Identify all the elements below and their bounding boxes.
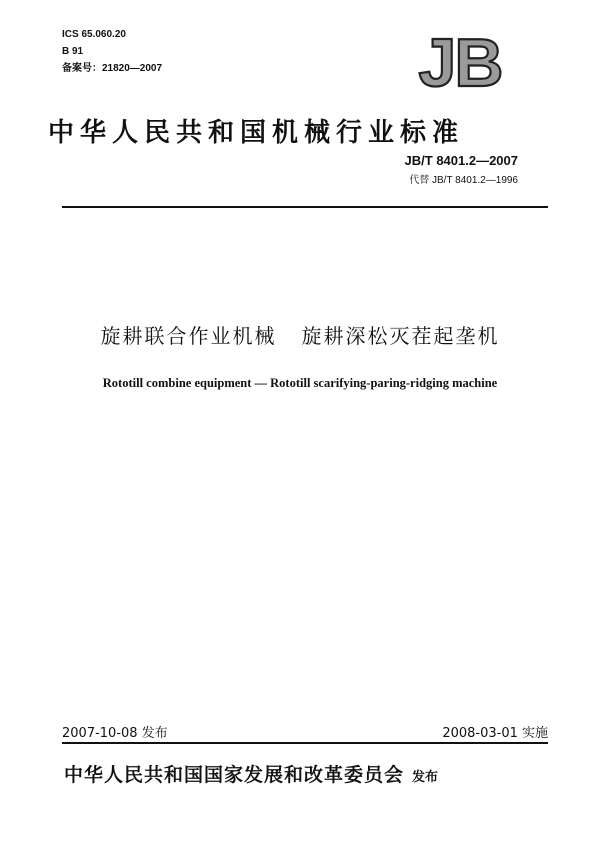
standard-number: JB/T 8401.2—2007 (404, 153, 518, 168)
jb-logo (404, 30, 516, 92)
jb-logo-text: JB (418, 30, 502, 92)
metadata-block (62, 26, 162, 77)
ics-code: ICS 65.060.20 (62, 29, 126, 40)
issuer-suffix: 发布 (412, 770, 439, 785)
ccs-code: B 91 (62, 46, 84, 57)
record-number: 备案号：21820—2007 (62, 63, 163, 74)
bottom-divider (62, 742, 548, 744)
replaces-note: 代替 JB/T 8401.2—1996 (409, 175, 518, 186)
top-divider (62, 206, 548, 208)
publish-date: 2007-10-08 发布 (62, 726, 168, 741)
issuer (64, 760, 438, 787)
effective-date: 2008-03-01 实施 (442, 726, 548, 741)
document-title-zh: 旋耕联合作业机械 旋耕深松灭茬起垄机 (100, 324, 500, 348)
document-title-en: Rototill combine equipment — Rototill scarifying-paring-ridging machine (102, 376, 498, 390)
standard-category-title: 中华人民共和国机械行业标准 (48, 118, 465, 148)
standard-number-block (405, 153, 518, 186)
issuer-name: 中华人民共和国国家发展和改革委员会 (64, 764, 405, 786)
